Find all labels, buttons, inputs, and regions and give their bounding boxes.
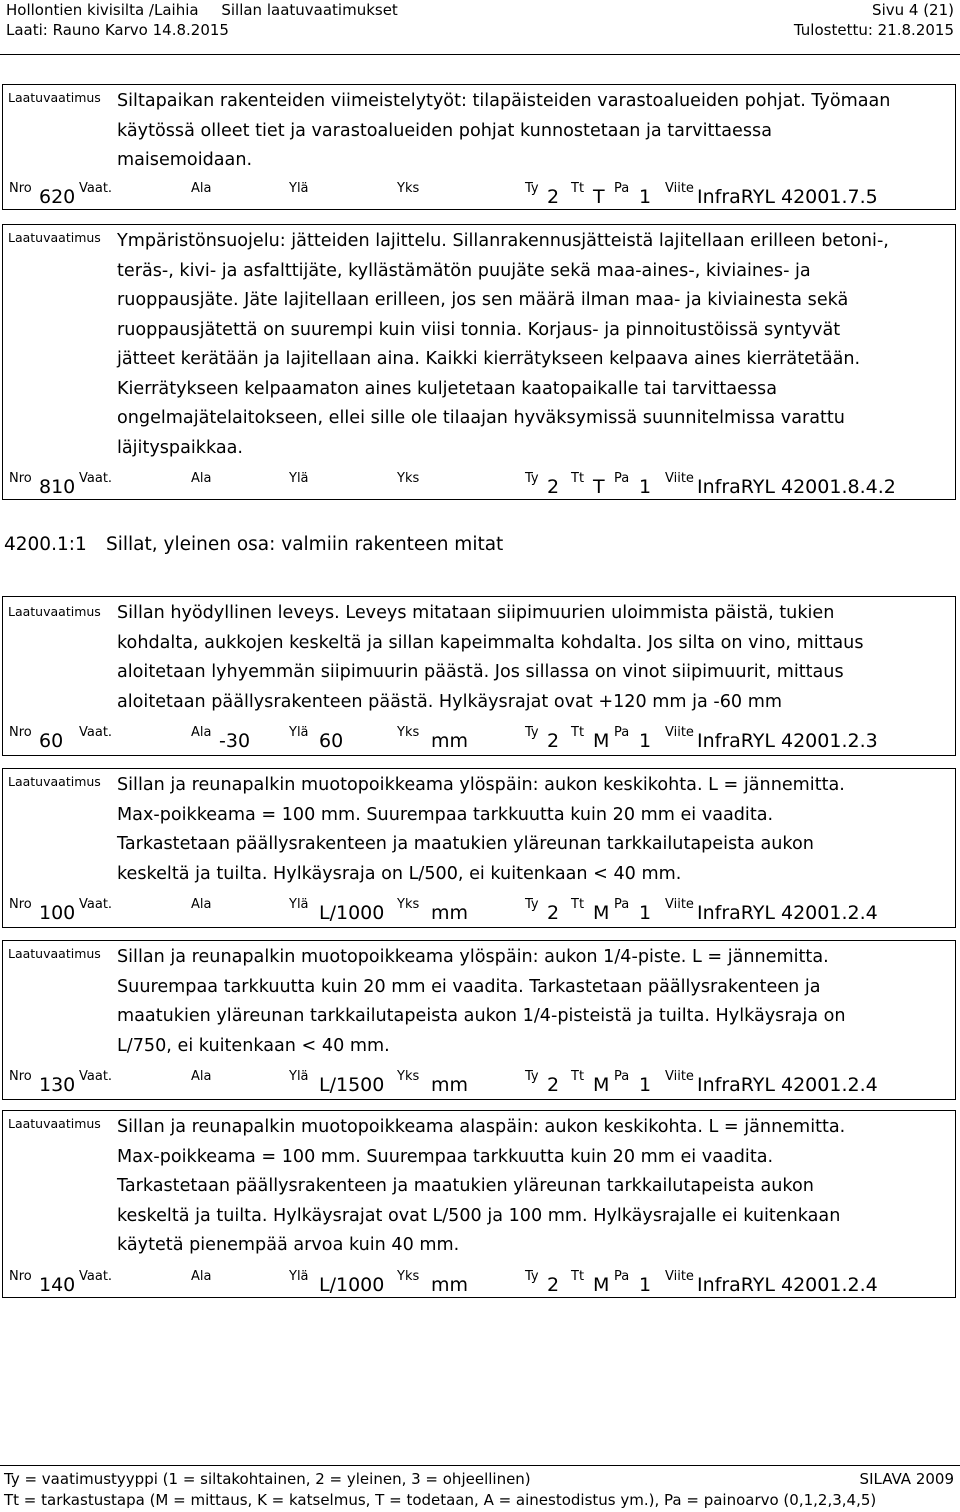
text-line: Max-poikkeama = 100 mm. Suurempaa tarkkuutta kuin 20 mm ei vaadita. — [117, 1146, 774, 1167]
pa-value: 1 — [639, 902, 652, 924]
tt-label: Tt — [571, 1069, 585, 1084]
tt-value: M — [593, 730, 610, 752]
footer-silava: SILAVA 2009 — [859, 1470, 954, 1488]
viite-value: InfraRYL 42001.2.4 — [697, 902, 878, 924]
requirement-text — [117, 227, 949, 463]
requirement-text — [117, 87, 949, 176]
text-line: maatukien yläreunan tarkkailutapeista aukon 1/4-pisteistä ja tuilta. Hylkäysraja on — [117, 1006, 846, 1026]
requirement-140 — [2, 1110, 956, 1298]
tt-value: T — [593, 186, 605, 208]
text-line: teräs-, kivi- ja asfalttijäte, kyllästämätön puujäte sekä maa-aines-, kiviaines- ja — [117, 260, 811, 281]
text-line: ruoppausjätettä on suurempi kuin viisi tonnia. Korjaus- ja pinnoitustöissä syntyvät — [117, 319, 841, 340]
ty-value: 2 — [547, 1274, 560, 1296]
header-rule — [0, 54, 960, 55]
nro-value: 130 — [39, 1074, 76, 1096]
page-header-line2 — [6, 20, 954, 40]
ala-label: Ala — [191, 725, 212, 740]
viite-label: Viite — [665, 1269, 694, 1284]
requirement-text — [117, 943, 949, 1061]
ty-value: 2 — [547, 476, 560, 498]
text-line: Tarkastetaan päällysrakenteen ja maatukien yläreunan tarkkailutapeista aukon — [117, 1176, 814, 1196]
tt-value: M — [593, 1274, 610, 1296]
pa-value: 1 — [639, 1074, 652, 1096]
ty-label: Ty — [525, 181, 539, 196]
pa-label: Pa — [614, 897, 630, 912]
yla-value: 60 — [319, 730, 344, 752]
yla-label: Ylä — [289, 897, 309, 912]
yks-label: Yks — [397, 1269, 420, 1284]
requirement-130 — [2, 940, 956, 1100]
nro-label: Nro — [9, 1069, 32, 1084]
text-line: Ympäristönsuojelu: jätteiden lajittelu. Sillanrakennusjätteistä lajitellaan erilleen betoni-, — [117, 231, 889, 251]
nro-label: Nro — [9, 181, 32, 196]
doc-title: Hollontien kivisilta /Laihia — [6, 1, 199, 19]
tt-label: Tt — [571, 471, 585, 486]
ty-label: Ty — [525, 725, 539, 740]
text-line: Sillan ja reunapalkin muotopoikkeama ylöspäin: aukon keskikohta. L = jännemitta. — [117, 775, 845, 795]
viite-label: Viite — [665, 471, 694, 486]
text-line: Kierrätykseen kelpaamaton aines kuljetetaan kaatopaikalle tai tarvittaessa — [117, 378, 777, 399]
vaat-label: Vaat. — [79, 725, 113, 740]
footer-line2 — [4, 1490, 954, 1510]
page-header — [6, 0, 954, 20]
yla-label: Ylä — [289, 471, 309, 486]
pa-label: Pa — [614, 181, 630, 196]
ala-label: Ala — [191, 897, 212, 912]
viite-value: InfraRYL 42001.7.5 — [697, 186, 878, 208]
nro-value: 60 — [39, 730, 64, 752]
requirement-text — [117, 599, 949, 717]
viite-label: Viite — [665, 897, 694, 912]
nro-value: 810 — [39, 476, 76, 498]
vaat-label: Vaat. — [79, 1069, 113, 1084]
ty-label: Ty — [525, 1069, 539, 1084]
ala-label: Ala — [191, 471, 212, 486]
footer-line1 — [4, 1469, 954, 1489]
yks-label: Yks — [397, 897, 420, 912]
viite-value: InfraRYL 42001.2.3 — [697, 730, 878, 752]
text-line: Siltapaikan rakenteiden viimeistelytyöt: tilapäisteiden varastoalueiden pohjat. Työmaan — [117, 91, 891, 111]
ty-label: Ty — [525, 471, 539, 486]
tt-value: M — [593, 1074, 610, 1096]
text-line: läjityspaikkaa. — [117, 437, 243, 458]
viite-label: Viite — [665, 1069, 694, 1084]
ty-value: 2 — [547, 902, 560, 924]
page-number: Sivu 4 (21) — [872, 1, 954, 19]
ala-label: Ala — [191, 1069, 212, 1084]
text-line: aloitetaan lyhyemmän siipimuurin päästä. Jos sillassa on vinot siipimuurit, mittaus — [117, 662, 844, 682]
footer-tt-legend: Tt = tarkastustapa (M = mittaus, K = katselmus, T = todetaan, A = ainestodistus ym.), Pa = painoarvo (0,1,2,3,4,5) — [4, 1491, 877, 1509]
viite-value: InfraRYL 42001.8.4.2 — [697, 476, 896, 498]
yks-label: Yks — [397, 471, 420, 486]
text-line: Sillan ja reunapalkin muotopoikkeama alaspäin: aukon keskikohta. L = jännemitta. — [117, 1117, 846, 1137]
text-line: maisemoidaan. — [117, 150, 253, 170]
pa-value: 1 — [639, 186, 652, 208]
tt-value: M — [593, 902, 610, 924]
requirement-100 — [2, 768, 956, 928]
yks-label: Yks — [397, 181, 420, 196]
section-heading — [4, 532, 504, 558]
nro-label: Nro — [9, 471, 32, 486]
pa-label: Pa — [614, 1069, 630, 1084]
requirement-label: Laatuvaatimus — [8, 604, 101, 619]
doc-subtitle: Sillan laatuvaatimukset — [221, 1, 398, 19]
requirement-label: Laatuvaatimus — [8, 90, 101, 105]
nro-value: 620 — [39, 186, 76, 208]
yks-value: mm — [431, 902, 469, 924]
text-line: Suurempaa tarkkuutta kuin 20 mm ei vaadita. Tarkastetaan päällysrakenteen ja — [117, 976, 821, 997]
pa-label: Pa — [614, 1269, 630, 1284]
pa-label: Pa — [614, 471, 630, 486]
text-line: aloitetaan päällysrakenteen päästä. Hylkäysrajat ovat +120 mm ja -60 mm — [117, 691, 782, 712]
text-line: L/750, ei kuitenkaan < 40 mm. — [117, 1035, 390, 1056]
viite-value: InfraRYL 42001.2.4 — [697, 1074, 878, 1096]
text-line: keskeltä ja tuilta. Hylkäysrajat ovat L/500 ja 100 mm. Hylkäysrajalle ei kuitenkaan — [117, 1205, 841, 1226]
yks-label: Yks — [397, 725, 420, 740]
ty-value: 2 — [547, 730, 560, 752]
viite-value: InfraRYL 42001.2.4 — [697, 1274, 878, 1296]
viite-label: Viite — [665, 181, 694, 196]
nro-value: 140 — [39, 1274, 76, 1296]
pa-label: Pa — [614, 725, 630, 740]
yks-value: mm — [431, 1274, 469, 1296]
text-line: keskeltä ja tuilta. Hylkäysraja on L/500, ei kuitenkaan < 40 mm. — [117, 863, 682, 884]
vaat-label: Vaat. — [79, 1269, 113, 1284]
ty-value: 2 — [547, 186, 560, 208]
author: Laati: Rauno Karvo 14.8.2015 — [6, 21, 229, 39]
yks-value: mm — [431, 1074, 469, 1096]
ty-label: Ty — [525, 1269, 539, 1284]
yla-label: Ylä — [289, 1269, 309, 1284]
tt-label: Tt — [571, 1269, 585, 1284]
text-line: ongelmajätelaitokseen, ellei sille ole tilaajan hyväksymissä suunnitelmissa varattu — [117, 408, 845, 428]
yks-value: mm — [431, 730, 469, 752]
text-line: Max-poikkeama = 100 mm. Suurempaa tarkkuutta kuin 20 mm ei vaadita. — [117, 804, 774, 825]
requirement-label: Laatuvaatimus — [8, 230, 101, 245]
yla-label: Ylä — [289, 181, 309, 196]
requirement-620 — [2, 84, 956, 210]
pa-value: 1 — [639, 476, 652, 498]
text-line: Sillan ja reunapalkin muotopoikkeama ylöspäin: aukon 1/4-piste. L = jännemitta. — [117, 947, 829, 967]
yla-value: L/1000 — [319, 1274, 385, 1296]
yla-value: L/1500 — [319, 1074, 385, 1096]
vaat-label: Vaat. — [79, 181, 113, 196]
yla-label: Ylä — [289, 1069, 309, 1084]
footer-rule — [0, 1465, 960, 1466]
tt-label: Tt — [571, 181, 585, 196]
text-line: ruoppausjäte. Jäte lajitellaan erilleen, jos sen määrä ilman maa- ja kiviainesta sekä — [117, 290, 849, 310]
nro-label: Nro — [9, 897, 32, 912]
ala-label: Ala — [191, 181, 212, 196]
yla-value: L/1000 — [319, 902, 385, 924]
footer-ty-legend: Ty = vaatimustyyppi (1 = siltakohtainen, 2 = yleinen, 3 = ohjeellinen) — [4, 1470, 531, 1488]
requirement-810 — [2, 224, 956, 500]
yla-label: Ylä — [289, 725, 309, 740]
yks-label: Yks — [397, 1069, 420, 1084]
text-line: käytetä pienempää arvoa kuin 40 mm. — [117, 1235, 460, 1255]
section-title: Sillat, yleinen osa: valmiin rakenteen mitat — [106, 534, 504, 555]
vaat-label: Vaat. — [79, 471, 113, 486]
ty-label: Ty — [525, 897, 539, 912]
vaat-label: Vaat. — [79, 897, 113, 912]
ala-value: -30 — [219, 730, 251, 752]
requirement-text — [117, 771, 949, 889]
requirement-label: Laatuvaatimus — [8, 1116, 101, 1131]
requirement-60 — [2, 596, 956, 756]
pa-value: 1 — [639, 730, 652, 752]
nro-label: Nro — [9, 1269, 32, 1284]
text-line: Tarkastetaan päällysrakenteen ja maatukien yläreunan tarkkailutapeista aukon — [117, 834, 814, 854]
tt-value: T — [593, 476, 605, 498]
pa-value: 1 — [639, 1274, 652, 1296]
text-line: Sillan hyödyllinen leveys. Leveys mitataan siipimuurien uloimmista päistä, tukien — [117, 603, 835, 623]
ala-label: Ala — [191, 1269, 212, 1284]
nro-label: Nro — [9, 725, 32, 740]
section-number: 4200.1:1 — [4, 534, 87, 555]
requirement-text — [117, 1113, 949, 1261]
requirement-label: Laatuvaatimus — [8, 774, 101, 789]
text-line: kohdalta, aukkojen keskeltä ja sillan kapeimmalta kohdalta. Jos silta on vino, mittaus — [117, 632, 864, 653]
tt-label: Tt — [571, 725, 585, 740]
viite-label: Viite — [665, 725, 694, 740]
text-line: jätteet kerätään ja lajitellaan aina. Kaikki kierrätykseen kelpaava aines kierrätetään. — [117, 349, 861, 369]
tt-label: Tt — [571, 897, 585, 912]
ty-value: 2 — [547, 1074, 560, 1096]
print-date: Tulostettu: 21.8.2015 — [793, 21, 954, 39]
text-line: käytössä olleet tiet ja varastoalueiden pohjat kunnostetaan ja tarvittaessa — [117, 120, 772, 141]
requirement-label: Laatuvaatimus — [8, 946, 101, 961]
nro-value: 100 — [39, 902, 76, 924]
